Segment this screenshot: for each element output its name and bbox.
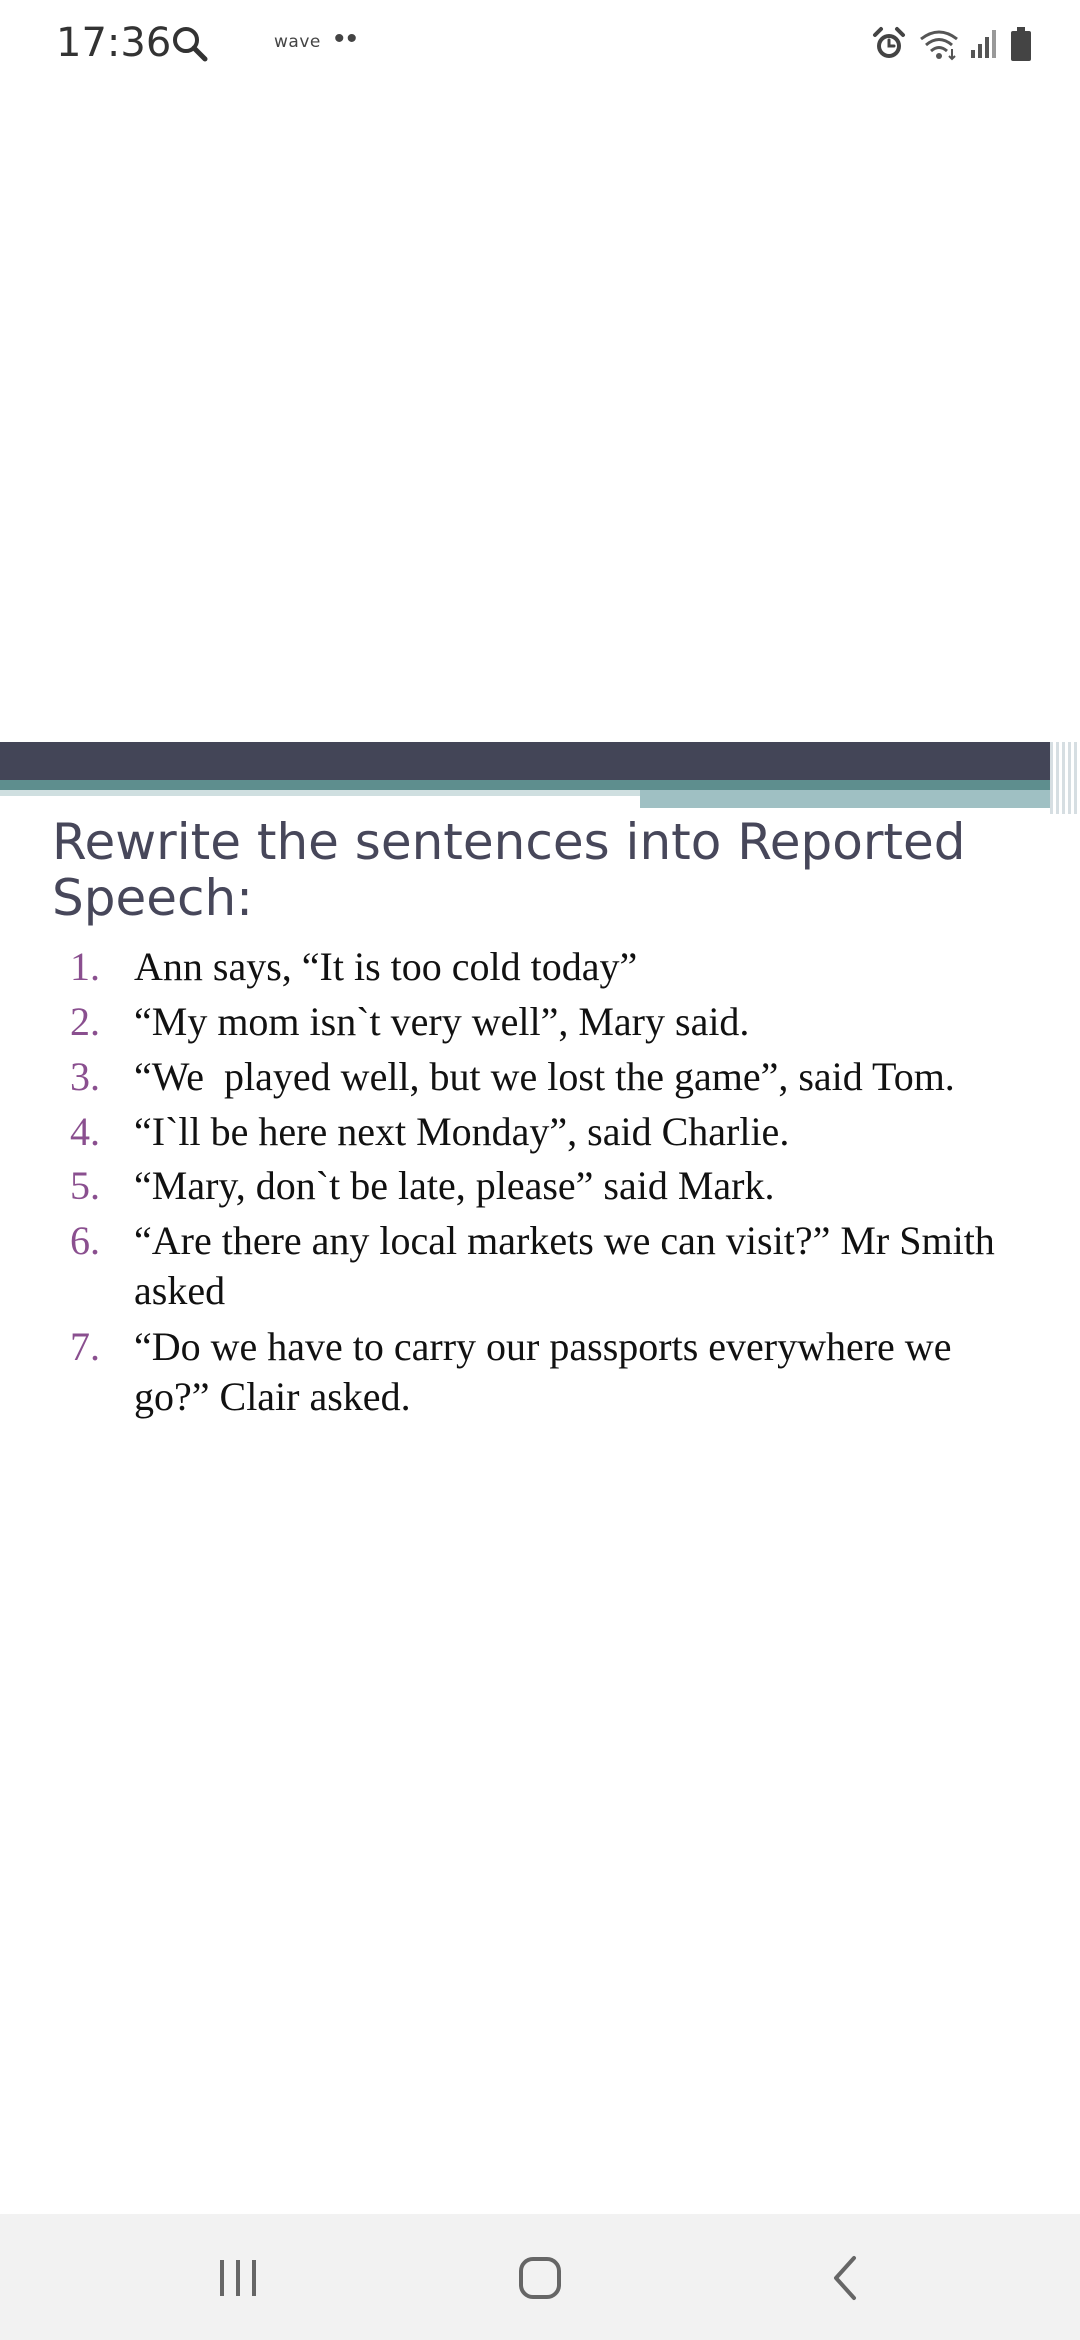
recents-icon[interactable] xyxy=(208,2252,268,2304)
slide-stripe-decoration xyxy=(1050,742,1080,814)
item-text: “We played well, but we lost the game”, said Tom. xyxy=(134,1054,955,1099)
item-text: “Are there any local markets we can visit?” Mr Smith asked xyxy=(134,1218,1005,1313)
item-text: “Do we have to carry our passports everywhere we go?” Clair asked. xyxy=(134,1324,962,1419)
status-bar xyxy=(0,0,1080,84)
item-number: 2. xyxy=(70,999,100,1044)
list-item xyxy=(70,997,1020,1047)
more-notifications-icon: •• xyxy=(334,22,360,55)
item-number: 3. xyxy=(70,1054,100,1099)
item-number: 1. xyxy=(70,944,100,989)
item-number: 6. xyxy=(70,1218,100,1263)
list-item xyxy=(70,942,1020,992)
back-icon[interactable] xyxy=(816,2252,876,2304)
list-item xyxy=(70,1161,1020,1211)
status-icons xyxy=(870,22,1032,66)
item-number: 7. xyxy=(70,1324,100,1369)
status-time: 17:36 xyxy=(56,20,172,66)
sentence-list xyxy=(70,942,1020,1422)
slide xyxy=(0,742,1080,1522)
battery-icon xyxy=(1010,26,1032,62)
alarm-icon xyxy=(870,25,908,63)
slide-header-band xyxy=(0,742,1080,780)
search-icon[interactable] xyxy=(170,24,210,64)
item-text: “My mom isn`t very well”, Mary said. xyxy=(134,999,750,1044)
slide-accent-band-light xyxy=(0,790,640,796)
list-item xyxy=(70,1052,1020,1102)
item-text: “Mary, don`t be late, please” said Mark. xyxy=(134,1163,775,1208)
list-item xyxy=(70,1322,1020,1422)
item-text: “I`ll be here next Monday”, said Charlie. xyxy=(134,1109,790,1154)
wifi-icon xyxy=(918,27,960,61)
navigation-bar xyxy=(0,2214,1080,2340)
home-icon[interactable] xyxy=(510,2252,570,2304)
list-item xyxy=(70,1107,1020,1157)
item-number: 4. xyxy=(70,1109,100,1154)
wave-app-label: wave xyxy=(274,32,321,52)
slide-accent-band xyxy=(0,780,1080,790)
slide-accent-band-right xyxy=(640,790,1080,808)
signal-icon xyxy=(970,28,1000,60)
list-item xyxy=(70,1216,1020,1316)
item-text: Ann says, “It is too cold today” xyxy=(134,944,638,989)
slide-title: Rewrite the sentences into Reported Speech: xyxy=(52,813,966,927)
item-number: 5. xyxy=(70,1163,100,1208)
